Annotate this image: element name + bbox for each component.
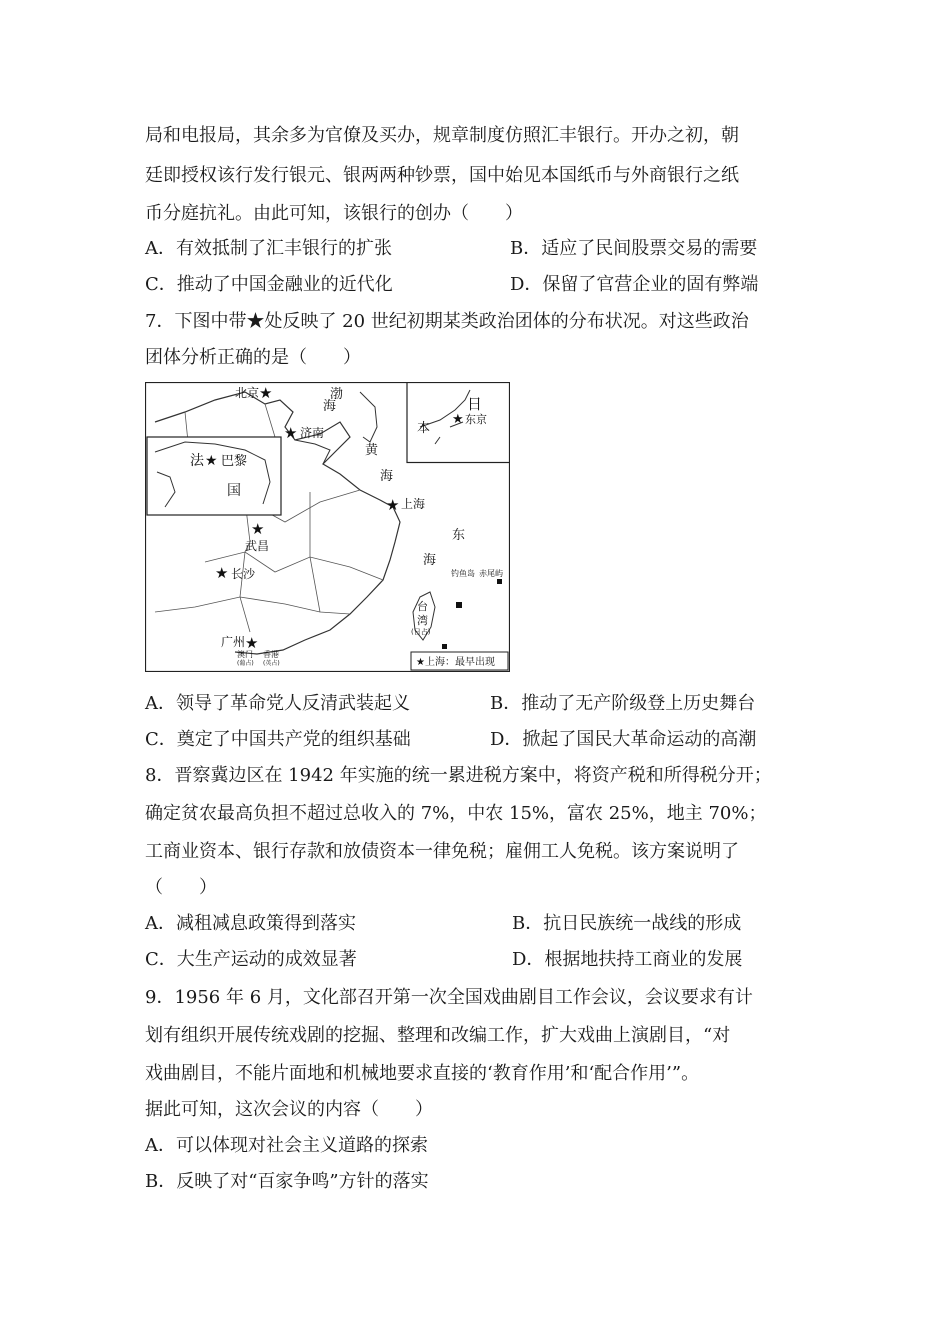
sea-label-bo: 渤 [330,387,344,402]
q7-stem-line-1: 7．下图中带★处反映了 20 世纪初期某类政治团体的分布状况。对这些政治 [145,311,749,332]
q6-stem-line-2: 廷即授权该行发行银元、银两两种钞票，国中始见本国纸币与外商银行之纸 [145,165,739,186]
beijing-label: 北京 [235,386,260,400]
q7-option-b: B．推动了无产阶级登上历史舞台 [490,693,756,714]
q9-option-a: A．可以体现对社会主义道路的探索 [145,1135,428,1156]
q8-option-c: C．大生产运动的成效显著 [145,949,357,970]
changsha-star: ★ [215,564,229,582]
hongkong-label: 香港 [263,650,279,659]
sea-label-bohai: 海 [323,399,337,414]
diaoyu-label: 钓鱼岛 [451,569,475,578]
taiwan-label-occupied: (日占) [411,628,431,636]
q9-stem-line-3: 戏曲剧目，不能片面地和机械地要求直接的‘教育作用’和‘配合作用’”。 [145,1063,700,1084]
q7-map-figure [145,382,510,672]
q9-stem-line-4: 据此可知，这次会议的内容（ ） [145,1099,433,1120]
shanghai-star: ★ [386,496,400,514]
taiwan-label-wan: 湾 [417,614,428,627]
island-marker-1 [456,602,462,608]
taiwan-label-tai: 台 [417,600,428,613]
legend-text: ★上海：最早出现 [416,657,495,668]
map-svg [145,382,510,672]
q6-option-c: C．推动了中国金融业的近代化 [145,274,393,295]
island-marker-3 [442,644,447,649]
beijing-star: ★ [259,384,273,402]
sea-label-dong: 东 [452,528,466,543]
france-label-guo: 国 [227,483,241,499]
jinan-star: ★ [284,424,298,442]
tokyo-star: ★ [452,412,464,427]
q7-option-d: D．掀起了国民大革命运动的高潮 [490,729,757,750]
q9-stem-line-1: 9．1956 年 6 月，文化部召开第一次全国戏曲剧目工作会议，会议要求有计 [145,987,753,1008]
q6-stem-line-3: 币分庭抗礼。由此可知，该银行的创办（ ） [145,203,523,224]
q8-stem-line-3: 工商业资本、银行存款和放债资本一律免税；雇佣工人免税。该方案说明了 [145,841,739,862]
q6-option-d: D．保留了官营企业的固有弊端 [510,274,759,295]
sea-label-huang: 黄 [365,443,379,458]
q7-stem-line-2: 团体分析正确的是（ ） [145,347,361,368]
q8-option-b: B．抗日民族统一战线的形成 [512,913,742,934]
paris-label: 巴黎 [221,454,248,469]
chiwei-label: 赤尾屿 [479,569,503,578]
q8-option-d: D．根据地扶持工商业的发展 [512,949,743,970]
jinan-label: 济南 [300,426,325,440]
q8-stem-line-4: （ ） [145,877,217,898]
q6-option-a: A．有效抵制了汇丰银行的扩张 [145,238,392,259]
wuchang-label: 武昌 [245,539,270,553]
island-marker-2 [497,579,502,584]
guangzhou-star: ★ [245,634,259,652]
wuchang-star: ★ [251,520,265,538]
guangzhou-label: 广州 [221,635,246,649]
q8-stem-line-1: 8．晋察冀边区在 1942 年实施的统一累进税方案中，将资产税和所得税分开； [145,765,772,786]
q8-option-a: A．减租减息政策得到落实 [145,913,356,934]
macau-occupied: (葡占) [237,660,254,667]
q7-option-a: A．领导了革命党人反清武装起义 [145,693,410,714]
q8-stem-line-2: 确定贫农最高负担不超过总收入的 7%，中农 15%，富农 25%，地主 70%； [145,803,767,824]
paris-star: ★ [205,453,218,469]
sea-label-huanghai: 海 [380,469,394,484]
sea-label-donghai: 海 [423,553,437,568]
q9-option-b: B．反映了对“百家争鸣”方针的落实 [145,1171,429,1192]
france-label-fa: 法 [190,453,204,469]
japan-label-ri: 日 [467,395,483,413]
macau-label: 澳门 [237,650,253,659]
q6-stem-line-1: 局和电报局，其余多为官僚及买办，规章制度仿照汇丰银行。开办之初，朝 [145,125,739,146]
q6-option-b: B．适应了民间股票交易的需要 [510,238,758,259]
q7-option-c: C．奠定了中国共产党的组织基础 [145,729,411,750]
changsha-label: 长沙 [231,567,256,581]
shanghai-label: 上海 [401,497,426,511]
tokyo-label: 东京 [465,413,487,426]
japan-label-ben: 本 [417,421,431,436]
q9-stem-line-2: 划有组织开展传统戏剧的挖掘、整理和改编工作，扩大戏曲上演剧目，“对 [145,1025,731,1046]
hongkong-occupied: (英占) [263,660,280,667]
